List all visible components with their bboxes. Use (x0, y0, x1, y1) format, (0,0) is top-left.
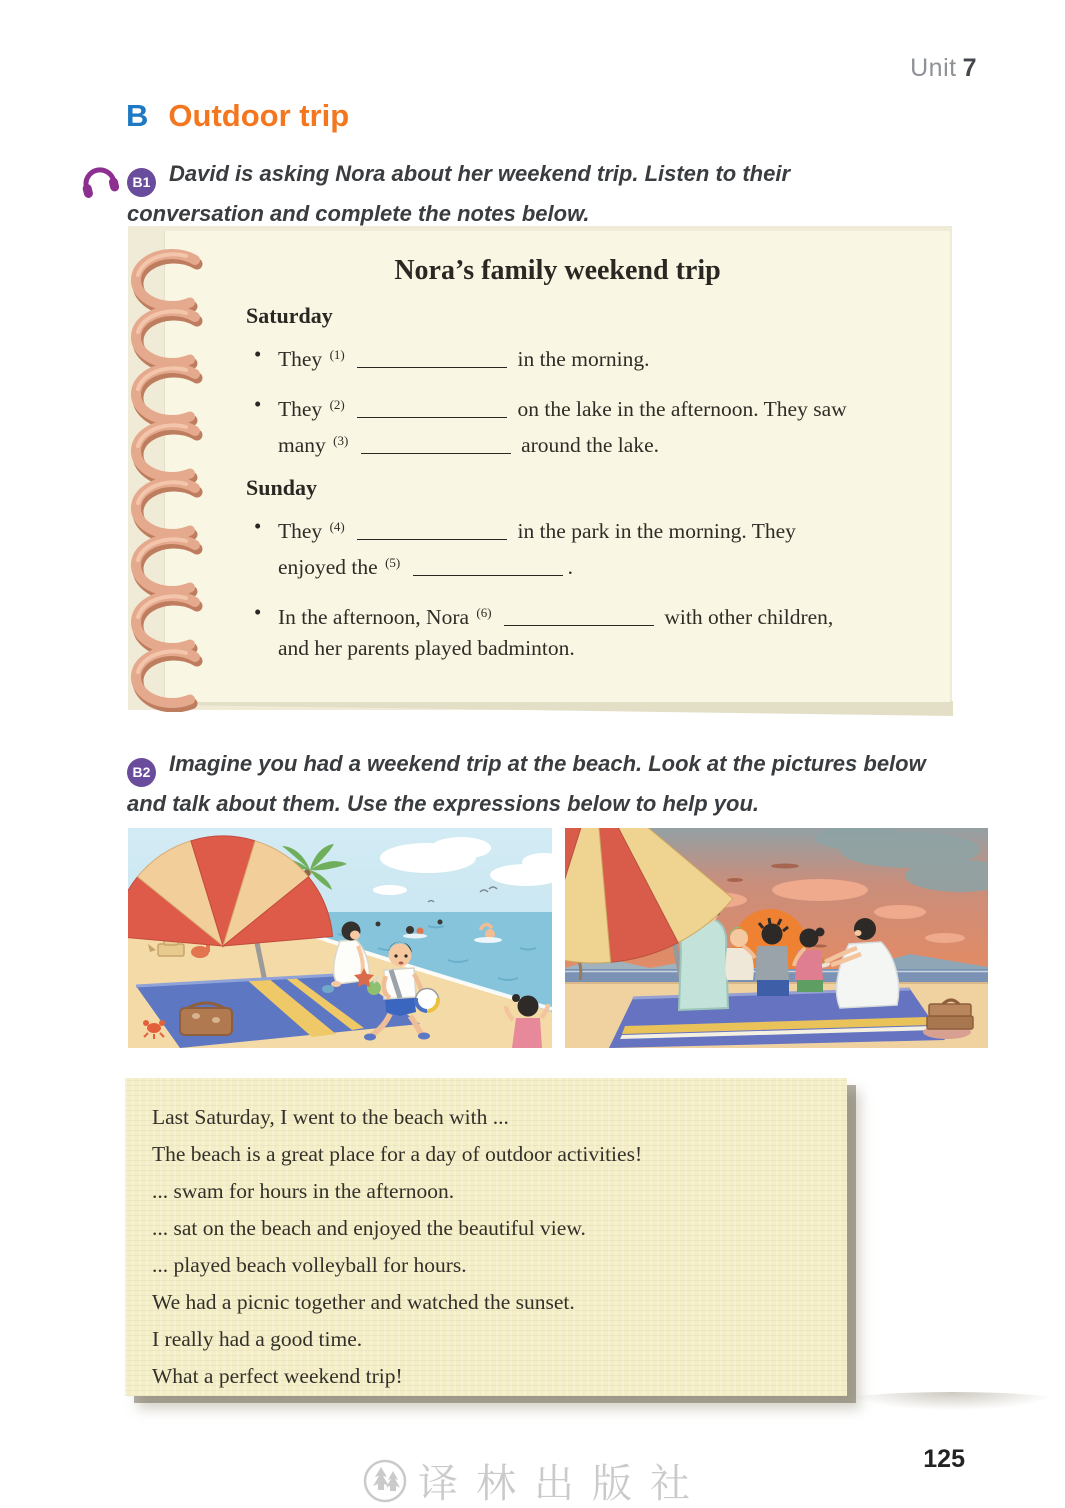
expression-line: I really had a good time. (152, 1327, 363, 1351)
expression-line: What a perfect weekend trip! (152, 1364, 403, 1388)
unit-tag (910, 54, 977, 83)
note-item-3: • They $^{(4)}$ in the park in the morning. They enjoyed the $^{(5)}$ . (246, 511, 866, 583)
b1-instruction-text: David is asking Nora about her weekend trip. Listen to their conversation and complete the notes below. (127, 161, 791, 226)
page-number: 125 (923, 1445, 965, 1473)
page-crease-shadow (838, 1392, 1065, 1412)
answer-blank-5 (413, 558, 563, 576)
unit-number: 7 (962, 54, 977, 82)
saturday-notes (246, 339, 866, 461)
sunday-label: Sunday (246, 475, 317, 500)
beach-day-illustration (128, 828, 552, 1048)
headphones-icon (77, 158, 121, 198)
publisher-watermark (362, 1452, 708, 1508)
notepad (164, 231, 950, 702)
expression-line: Last Saturday, I went to the beach with ... (152, 1105, 509, 1129)
publisher-name: 译林出版社 (418, 1462, 708, 1506)
expressions-box (125, 1078, 847, 1396)
note-item-1: • They $^{(1)}$ in the morning. (246, 339, 866, 375)
beach-sunset-illustration (565, 828, 988, 1048)
b1-instruction (127, 157, 917, 231)
section-title: Outdoor trip (168, 98, 350, 133)
b1-badge: B1 (127, 168, 156, 197)
notes-title: Nora’s family weekend trip (394, 255, 721, 286)
answer-blank-6 (504, 608, 654, 626)
spiral-rings (126, 247, 222, 712)
expression-line: We had a picnic together and watched the sunset. (152, 1290, 575, 1314)
answer-blank-4 (357, 522, 507, 540)
unit-label: Unit (910, 54, 957, 82)
sunday-notes (246, 511, 866, 664)
b2-instruction (127, 747, 962, 821)
note-item-2: • They $^{(2)}$ on the lake in the afternoon. They saw many $^{(3)}$ around the lake. (246, 389, 866, 461)
section-heading (126, 98, 349, 134)
expression-line: ... played beach volleyball for hours. (152, 1253, 467, 1277)
expression-line: The beach is a great place for a day of outdoor activities! (152, 1142, 643, 1166)
expression-line: ... swam for hours in the afternoon. (152, 1179, 455, 1203)
answer-blank-2 (357, 400, 507, 418)
answer-blank-1 (357, 350, 507, 368)
b2-badge: B2 (127, 758, 156, 787)
saturday-label: Saturday (246, 303, 333, 328)
answer-blank-3 (361, 436, 511, 454)
section-letter: B (126, 98, 149, 133)
publisher-logo-icon (362, 1458, 408, 1504)
b2-instruction-text: Imagine you had a weekend trip at the beach. Look at the pictures below and talk about them. Use the expressions below to help you. (127, 751, 926, 816)
expression-line: ... sat on the beach and enjoyed the beautiful view. (152, 1216, 586, 1240)
note-item-4: • In the afternoon, Nora $^{(6)}$ with other children, and her parents played badminton. (246, 597, 866, 664)
